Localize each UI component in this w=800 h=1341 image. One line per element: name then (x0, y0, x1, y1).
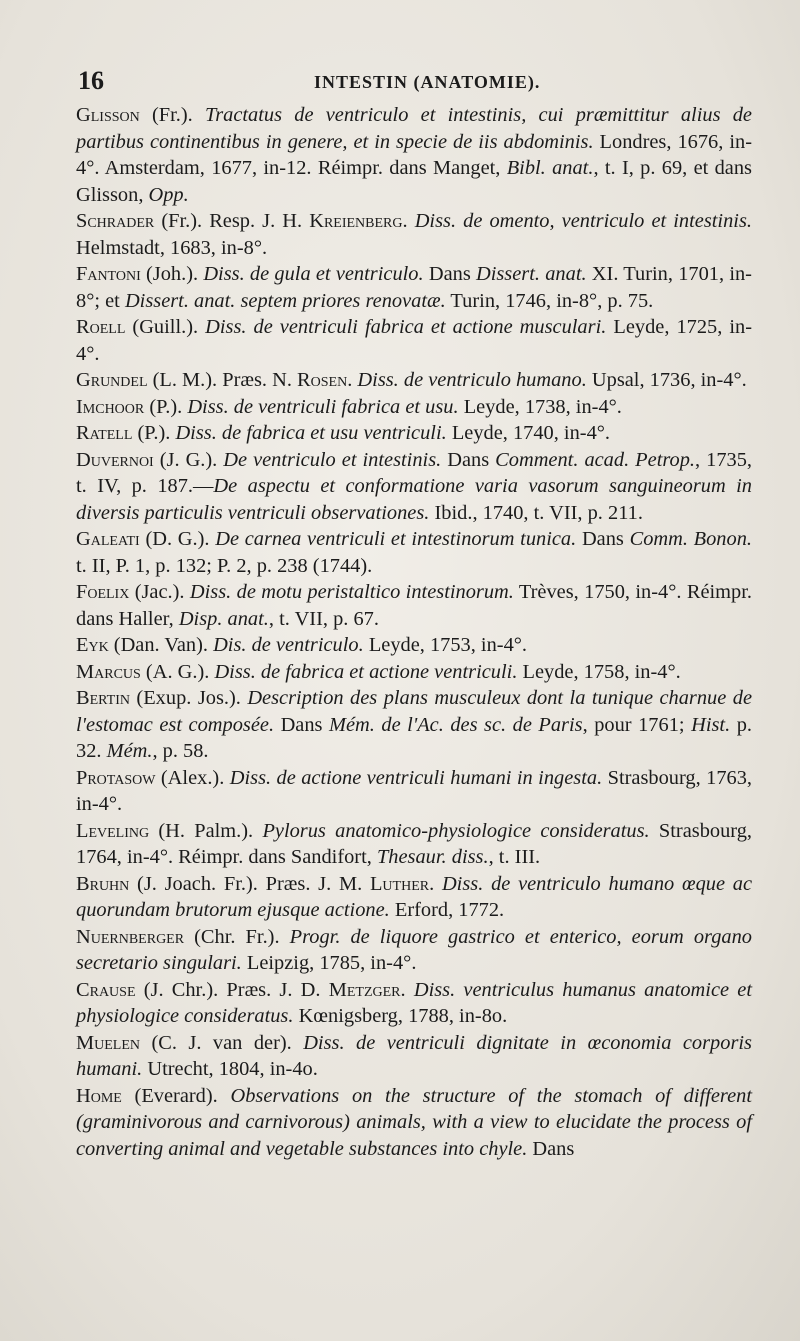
entry-title: Diss. de fabrica et actione ventriculi. (214, 660, 518, 683)
entry-author: Roell (76, 316, 126, 338)
entry-text: (H. Palm.). (149, 819, 263, 842)
entry-text: Helmstadt, 1683, in-8°. (76, 236, 268, 259)
bibliography-entry (76, 420, 752, 447)
entry-text: Upsal, 1736, in-4°. (586, 369, 747, 391)
bibliography-entry (76, 977, 752, 1030)
bibliography-entry (76, 1083, 752, 1163)
entry-text: (J. G.). (153, 448, 224, 471)
entry-author: Ratell (76, 422, 133, 444)
entry-title: Diss. de ventriculo humano œque ac quorundam brutorum ejusque actione. (76, 872, 753, 921)
entry-title: Comm. Bonon. (629, 528, 752, 550)
entry-text: Dans (441, 448, 496, 471)
entry-text (408, 210, 415, 232)
entry-text: Erford, 1772. (389, 899, 505, 921)
entry-text: (A. G.). (140, 660, 215, 683)
entry-author: Bruhn (76, 872, 130, 895)
entry-author: Marcus (76, 660, 141, 683)
entry-text: (Dan. Van). (108, 634, 214, 656)
bibliography-entry (76, 871, 752, 924)
bibliography-entry (76, 924, 752, 977)
entry-title: Diss. de ventriculi fabrica et actione musculari. (205, 316, 607, 338)
entry-title: Diss. de ventriculi fabrica et usu. (187, 395, 459, 418)
entry-author: Bertin (76, 687, 130, 709)
entry-title: Pylorus anatomico-physiologice consideratus. (262, 819, 650, 842)
entry-title: De carnea ventriculi et intestinorum tunica. (215, 528, 577, 550)
entry-author: Crause (76, 978, 136, 1001)
entry-title: Diss. de gula et ventriculo. (203, 263, 424, 285)
entry-text: Ibid., 1740, t. VII, p. 211. (429, 501, 643, 524)
entry-title: Opp. (148, 183, 189, 206)
entry-title: Diss. ventriculus humanus anatomice et physiologice consideratus. (76, 978, 752, 1027)
bibliography-list (76, 102, 752, 1162)
entry-text: (Joh.). (140, 263, 204, 285)
entry-title: Mém. (106, 740, 153, 762)
entry-author: Home (76, 1084, 122, 1107)
bibliography-entry (76, 314, 752, 367)
entry-author: Schrader (76, 210, 155, 232)
entry-text: (Fr.). Resp. J. H. (154, 210, 310, 232)
entry-author: Foelix (76, 581, 130, 603)
entry-text: Dans (274, 713, 330, 736)
bibliography-entry (76, 394, 752, 421)
entry-author: Grundel (76, 369, 148, 391)
entry-text: (Chr. Fr.). (184, 925, 290, 948)
bibliography-entry (76, 367, 752, 394)
entry-text: , pour 1761; (582, 713, 692, 736)
entry-title: Progr. de liquore gastrico et enterico, eorum organo secretario singulari. (76, 925, 752, 974)
entry-name: Metzger. (328, 978, 406, 1001)
entry-title: Comment. acad. Petrop. (495, 448, 696, 471)
entry-text: , t. I, p. 69, et dans Glisson, (76, 157, 752, 206)
entry-title: Disp. anat. (178, 607, 269, 630)
entry-text: Leyde, 1753, in-4°. (363, 634, 528, 656)
entry-text: (Fr.). (139, 104, 205, 126)
entry-author: Duvernoi (76, 448, 154, 471)
entry-text: Utrecht, 1804, in-4o. (142, 1058, 318, 1080)
entry-text: Strasbourg, 1763, in-4°. (76, 766, 753, 815)
bibliography-entry (76, 1030, 752, 1083)
running-title: INTESTIN (ANATOMIE). (314, 72, 541, 92)
bibliography-entry (76, 685, 752, 765)
entry-text: Leipzig, 1785, in-4°. (241, 952, 417, 974)
entry-title: Dissert. anat. septem priores renovatæ. (124, 289, 446, 312)
entry-text (434, 873, 442, 895)
entry-title: Thesaur. diss. (376, 846, 489, 868)
entry-text: Leyde, 1725, in-4°. (76, 316, 753, 365)
page-number: 16 (78, 66, 104, 95)
entry-author: Eyk (76, 634, 109, 656)
bibliography-entry (76, 208, 752, 261)
bibliography-entry (76, 818, 752, 871)
entry-title: Dis. de ventriculo. (213, 634, 364, 656)
entry-text: p. 32. (76, 713, 753, 762)
entry-text: (J. Chr.). Præs. J. D. (135, 978, 329, 1001)
entry-text: (J. Joach. Fr.). Præs. J. M. (129, 872, 370, 895)
entry-text: , 1735, t. IV, p. 187.— (76, 448, 753, 497)
entry-text: (C. J. van der). (140, 1031, 304, 1054)
bibliography-entry (76, 765, 752, 818)
entry-title: Bibl. anat. (506, 157, 594, 179)
entry-text: Dans (576, 528, 630, 550)
entry-author: Muelen (76, 1031, 141, 1054)
entry-text: Turin, 1746, in-8°, p. 75. (445, 289, 654, 312)
entry-author: Fantoni (76, 263, 141, 285)
entry-text: Kœnigsberg, 1788, in-8o. (293, 1005, 508, 1027)
entry-text: Londres, 1676, in-4°. Amsterdam, 1677, in-12. Réimpr. dans Manget, (76, 130, 752, 179)
entry-text: , t. III. (488, 846, 541, 868)
entry-text: (Alex.). (155, 766, 230, 789)
entry-text: Leyde, 1740, in-4°. (446, 422, 611, 444)
entry-text: (Exup. Jos.). (129, 687, 248, 709)
entry-title: Diss. de omento, ventriculo et intestinis. (414, 210, 752, 232)
entry-text: , p. 58. (152, 740, 209, 762)
entry-text: (P.). (132, 422, 176, 444)
entry-text: (Jac.). (129, 581, 190, 603)
entry-text: Trèves, 1750, in-4°. Réimpr. dans Haller, (76, 581, 752, 630)
entry-title: Tractatus de ventriculo et intestinis, cui præmittitur alius de partibus continentibus in genere, et in specie de iis abdominis. (76, 104, 752, 153)
entry-text: (Guill.). (125, 316, 206, 338)
bibliography-entry (76, 659, 752, 686)
bibliography-entry (76, 632, 752, 659)
entry-text: (L. M.). Præs. N. (147, 369, 298, 391)
bibliography-entry (76, 447, 752, 527)
entry-title: Mém. de l'Ac. des sc. de Paris (329, 713, 583, 736)
entry-text: Leyde, 1738, in-4°. (458, 395, 622, 418)
entry-author: Leveling (76, 819, 150, 842)
bibliography-entry (76, 102, 752, 208)
entry-title: De aspectu et conformatione varia vasorum sanguineorum in diversis particulis ventriculi observationes. (76, 475, 752, 524)
entry-author: Glisson (76, 104, 140, 126)
bibliography-entry (76, 579, 752, 632)
entry-text: Dans (527, 1137, 575, 1160)
entry-title: Description des plans musculeux dont la tunique charnue de l'estomac est composée. (76, 687, 752, 736)
bibliography-entry (76, 261, 752, 314)
entry-text (406, 979, 414, 1001)
entry-title: Hist. (691, 713, 731, 736)
entry-name: Rosen. (297, 369, 353, 391)
entry-text: Leyde, 1758, in-4°. (517, 660, 681, 683)
entry-text: XI. Turin, 1701, in-8°; et (76, 263, 752, 312)
entry-title: De ventriculo et intestinis. (223, 448, 442, 471)
entry-title: Dissert. anat. (475, 263, 587, 285)
entry-author: Imchoor (76, 395, 145, 418)
entry-title: Diss. de motu peristaltico intestinorum. (189, 581, 514, 603)
entry-title: Observations on the structure of the stomach of different (graminivorous and carnivorous) animals, with a view to elucidate the process of converting animal and vegetable substances into chyle. (76, 1084, 753, 1160)
entry-author: Protasow (76, 766, 156, 789)
entry-text: Strasbourg, 1764, in-4°. Réimpr. dans Sandifort, (76, 819, 753, 868)
entry-name: Luther. (369, 872, 435, 895)
entry-text: Dans (423, 263, 476, 285)
entry-text: (Everard). (121, 1084, 231, 1107)
entry-text: t. II, P. 1, p. 132; P. 2, p. 238 (1744). (76, 554, 373, 577)
entry-text: (D. G.). (139, 528, 216, 550)
entry-text: (P.). (144, 395, 188, 418)
entry-author: Nuernberger (76, 925, 185, 948)
entry-title: Diss. de ventriculo humano. (357, 369, 587, 391)
bibliography-entry (76, 526, 752, 579)
entry-title: Diss. de ventriculi dignitate in œconomia corporis humani. (76, 1031, 752, 1080)
entry-text: , t. VII, p. 67. (268, 607, 379, 630)
entry-name: Kreienberg. (309, 210, 408, 232)
entry-title: Diss. de actione ventriculi humani in ingesta. (229, 766, 603, 789)
page-header (78, 66, 752, 102)
entry-title: Diss. de fabrica et usu ventriculi. (175, 422, 447, 444)
entry-author: Galeati (76, 528, 140, 550)
